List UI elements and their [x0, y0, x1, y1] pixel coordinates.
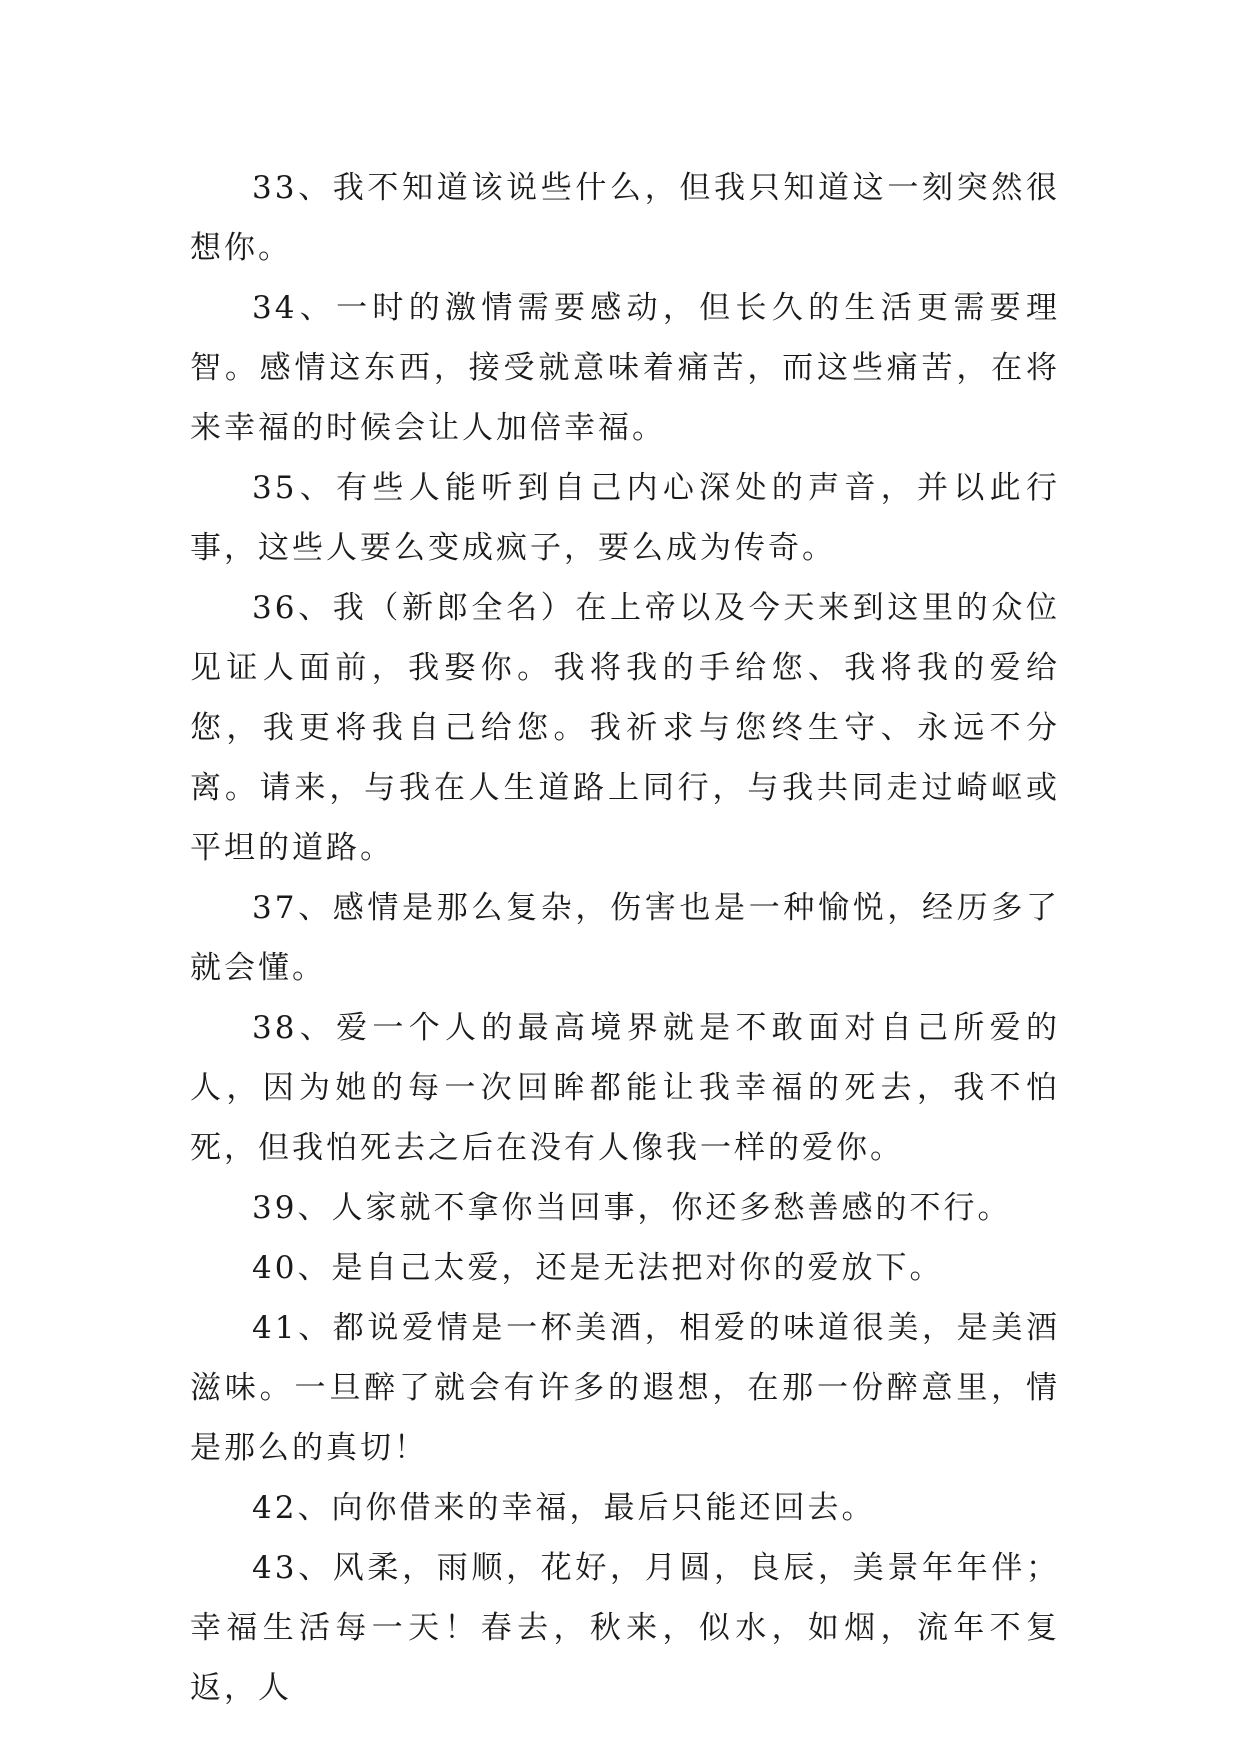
paragraph-39: 39、人家就不拿你当回事，你还多愁善感的不行。 — [252, 1190, 1012, 1226]
paragraph-37: 37、感情是那么复杂，伤害也是一种愉悦，经历多了就会懂。 — [190, 890, 1060, 986]
paragraph-35: 35、有些人能听到自己内心深处的声音，并以此行事，这些人要么变成疯子，要么成为传奇。 — [190, 470, 1060, 566]
paragraph-41: 41、都说爱情是一杯美酒，相爱的味道很美，是美酒滋味。一旦醉了就会有许多的遐想，在那一份醉意里，情是那么的真切！ — [190, 1310, 1060, 1466]
paragraph-36: 36、我（新郎全名）在上帝以及今天来到这里的众位见证人面前，我娶你。我将我的手给您、我将我的爱给您，我更将我自己给您。我祈求与您终生守、永远不分离。请来，与我在人生道路上同行，与我共同走过崎岖或平坦的道路。 — [190, 590, 1060, 866]
paragraph-43: 43、风柔，雨顺，花好，月圆，良辰，美景年年伴；幸福生活每一天！春去，秋来，似水，如烟，流年不复返，人 — [190, 1550, 1060, 1706]
paragraph-34: 34、一时的激情需要感动，但长久的生活更需要理智。感情这东西，接受就意味着痛苦，而这些痛苦，在将来幸福的时候会让人加倍幸福。 — [190, 290, 1060, 446]
paragraph-40: 40、是自己太爱，还是无法把对你的爱放下。 — [252, 1250, 944, 1286]
paragraph-33: 33、我不知道该说些什么，但我只知道这一刻突然很想你。 — [190, 170, 1060, 266]
paragraph-42: 42、向你借来的幸福，最后只能还回去。 — [252, 1490, 876, 1526]
document-body — [190, 158, 1060, 1718]
paragraph-38: 38、爱一个人的最高境界就是不敢面对自己所爱的人，因为她的每一次回眸都能让我幸福的死去，我不怕死，但我怕死去之后在没有人像我一样的爱你。 — [190, 1010, 1060, 1166]
